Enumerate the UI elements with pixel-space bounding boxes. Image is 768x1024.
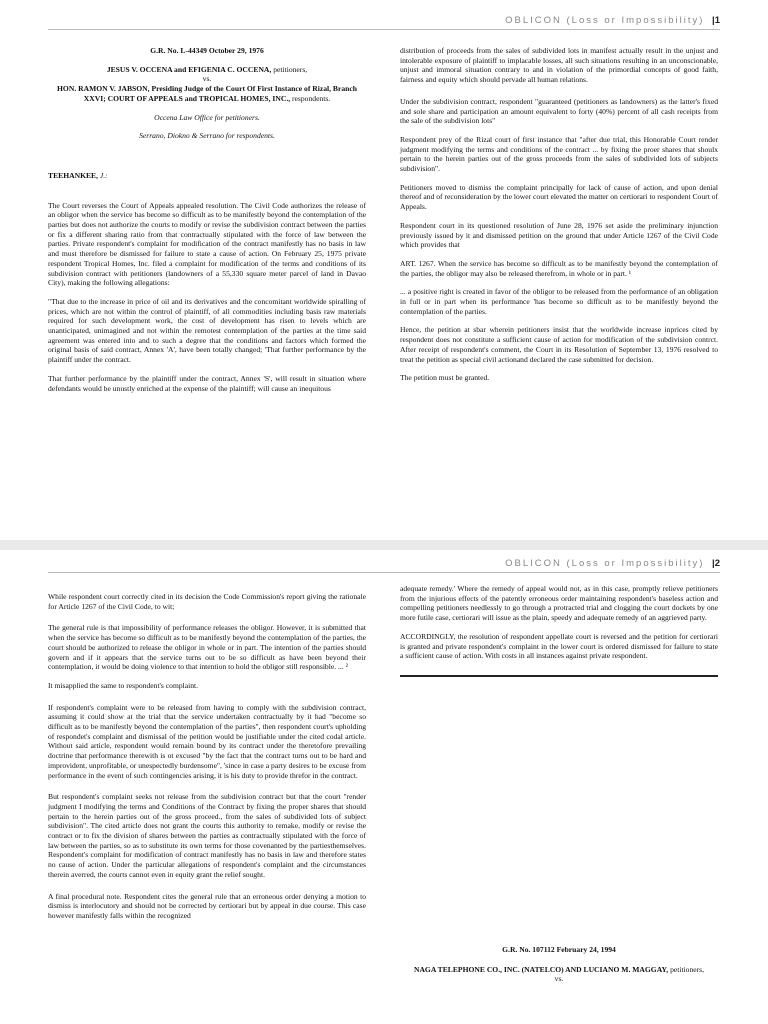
right-paragraph: Petitioners moved to dismiss the complaint principally for lack of cause of action, and upon denial thereof and of reconsideration by the lower court elevated the matter on certiorari to respondent Court of Appeals.: [400, 182, 718, 212]
case-number: G.R. No. L-44349 October 29, 1976: [150, 46, 264, 55]
next-versus: vs.: [554, 974, 564, 984]
next-petitioners-role: petitioners,: [668, 964, 705, 974]
opinion-paragraph: The Court reverses the Court of Appeals appealed resolution. The Civil Code authorizes the release of an obligor when the service has become so difficult as to be manifestly beyond the contemplation of the parties but does not authorize the courts to modify or revise the subdivision contract between the parties or fix a different sharing ratio from that contractually stipulated with the force of law between the parties. Private respondent's complaint for modification of the contract manifestly has no basis in law and must therefore be dismissed for failure to state a cause of action. On February 25, 1975 private respondent Tropical Homes, Inc. filed a complaint for modification of the terms and conditions of its subdivision contract with petitioners (landowners of a 55,330 square meter parcel of land in Davao City), making the following allegations:: [48, 200, 366, 288]
ponente: [48, 171, 366, 181]
section-divider: [400, 675, 718, 677]
header-separator: |: [712, 15, 715, 26]
allegation-quote-continued: distribution of proceeds from the sales of subdivided lots in manifest actually result in the unjust and intolerable exposure of plaintiff to implacable losses, all such situations resulting in an unconscionable, unjust and immoral situation contrary to and in violation of the primordial concepts of good faith, fairness and equity which should pervade all human relations.: [400, 46, 718, 85]
right-column: [400, 584, 718, 984]
page-number: 2: [714, 558, 720, 569]
ponente-name: TEEHANKEE,: [48, 170, 99, 180]
page-gap: [0, 540, 768, 550]
petitioners: [48, 65, 366, 75]
article-quote: ... a positive right is created in favor of the obligor to be released from the performance of an obligation in full or in part when its performance 'has become so difficult as to be manifestly beyond the contemplation of the parties.: [400, 287, 718, 316]
right-paragraph: adequate remedy.' Where the remedy of appeal would not, as in this case, promptly relieve petitioners from the injurious effects of the patently erroneous order maintaining respondent's baseless action and compelling petitioners needlessly to go through a protracted trial and clogging the court dockets by one more futile case, certiorari will issue as the plain, speedy and adequate remedy of an aggrieved party.: [400, 584, 718, 623]
ponente-suffix: J.:: [98, 170, 108, 180]
next-case-parties: [400, 965, 718, 975]
left-paragraph: A final procedural note. Respondent cites the general rule that an erroneous order denying a motion to dismiss is interlocutory and should not be corrected by certiorari but by appeal in due course. This case however manifestly falls within the recognized: [48, 891, 366, 920]
left-paragraph: While respondent court correctly cited in its decision the Code Commission's report giving the rationale for Article 1267 of the Civil Code, to wit;: [48, 592, 366, 611]
right-column: [400, 46, 718, 392]
page-2: [0, 550, 768, 1024]
page-header: [505, 558, 720, 569]
petitioners-names: JESUS V. OCCENA and EFIGENIA C. OCCENA,: [106, 64, 272, 74]
left-paragraph: If respondent's complaint were to be released from having to comply with the subdivision contract, assuming it could show at the trial that the service undertaken contractually by it had "become so difficult as to be manifestly beyond the contemplation of the parties", then respondent court's upholding of respondet's complaint and dismissal of the petition would be justifiable under the cited codal article. Without said article, respondent would remain bound by its contract under the theretofore prevailing doctrine that performance therewith is ot excused "by the fact that the contract turns out to be hard and improvident, unprofitable, or unespectedly burdensome", 'since in case a party desires to be excuse from performance in the event of such contingencies arising, it is his duty to provide threfor in the contract.: [48, 702, 366, 780]
header-rule: [48, 572, 720, 573]
right-paragraph: The petition must be granted.: [400, 373, 490, 383]
right-paragraph: ACCORDINGLY, the resolution of respondent appellate court is reversed and the petition for certiorari is granted and private respondent's complaint in the lower court is ordered dismissed for failure to state a sufficient cause of action. With costs in all instances against private respondent.: [400, 631, 718, 661]
right-paragraph: Respondent court in its questioned resolution of June 28, 1976 set aside the preliminary injunction previously issued by it and dismissed petition on the ground that under Article 1267 of the Civil Code which provides that: [400, 220, 718, 250]
counsel-petitioners: Occena Law Office for petitioners.: [154, 112, 260, 122]
code-commission-quote: The general rule is that impossibility of performance releases the obligor. However, it is submitted that when the service has become so difficult as to be manifestly beyond the contemplation of the parties, the court should be authorized to release the obligor in whole or in part. The intention of the parties should govern and if it appears that the service turns out to be so difficult as have been beyond their contemplation, it would be doing violence to that intention to hold the obligor still responsible. ... ²: [48, 623, 366, 672]
left-paragraph: It misapplied the same to respondent's complaint.: [48, 680, 199, 690]
allegation-quote: That further performance by the plaintiff under the contract, Annex 'S', will result in situation where defendants would be unustly enriched at the expense of the plaintiff; will cause an inequitous: [48, 373, 366, 393]
page-number: 1: [714, 15, 720, 26]
right-paragraph: Hence, the petition at sbar wherein petitioners insist that the worldwide increase inprices cited by respondent does not constitute a sufficient cause of action for modification of the subdivision contrct. After receipt of respondent's comment, the Court in its Resolution of September 13, 1976 resolved to treat the petition as special civil actionand declared the case submitted for decision.: [400, 325, 718, 364]
header-rule: [48, 29, 720, 30]
next-case-number: G.R. No. 107112 February 24, 1994: [502, 944, 616, 954]
left-paragraph: But respondent's complaint seeks not release from the subdivision contract but that the court "render judgment I modifying the terms and Conditions of the Contract by fixing the proper shares that should pertain to the herein parties out of the gross proceed., from the sales of subdivided lots of subject subdivision". The cited article does not grant the courts this authority to remake, modify or revise the contract or to fix the division of shares between the parties as contractually stipulated with the force of law between the parties, so as to substitute its own terms for those covenanted by the partiesthemselves. Respondent's complaint for modification of contract manifestly has no basis in law and therefore states no cause of action. Under the particular allegations of respondent's complaint and the circumstances therein averred, the courts cannot even in equity grant the relief sought.: [48, 792, 366, 879]
header-separator: |: [712, 558, 715, 569]
header-title: OBLICON (Loss or Impossibility): [505, 15, 705, 26]
right-paragraph: Under the subdivision contract, respondent "guaranteed (petitioners as landowners) as the latter's fixed and sole share and participation an amount equivalent to forty (40%) percent of all cash receipts from the sale of the subdivision lots": [400, 96, 718, 126]
respondents: [48, 84, 366, 103]
page-header: [505, 15, 720, 26]
next-petitioners-names: NAGA TELEPHONE CO., INC. (NATELCO) AND LUCIANO M. MAGGAY,: [413, 964, 669, 974]
left-column: [48, 592, 366, 930]
counsel-respondents: Serrano, Diokno & Serrano for respondents.: [139, 131, 275, 141]
left-column: [48, 46, 366, 402]
right-paragraph: Respondent prey of the Rizal court of first instance that "after due trial, this Honorable Court render judgment modifying the terms and conditions of the contract ... by fixing the proer shares that shoulx pertain to the herein parties out of the gross proceeds from the sales of subdivided lots of subjects subdivision".: [400, 134, 718, 174]
allegation-paragraph: "That due to the increase in price of oil and its derivatives and the concomitant worldwide spiralling of prices, which are not within the control of plaintiff, of all commodities including basis raw materials required for such development work, the cost of development has risen to levels which are unanticipated, unimagined and not within the remotest contemplation of the parties at the time said agreement was entered into and to such a degree that the conditions and factors which formed the original basis of said contract, Annex 'A', have been totally changed; 'That further performance by the plaintiff under the contract.: [48, 296, 366, 365]
petitioners-role: petitioners,: [271, 64, 308, 74]
respondents-role: respondents.: [290, 93, 331, 103]
article-quote: ART. 1267. When the service has become so difficult as to be manifestly beyond the contemplation of the parties, the obligor may also be released therefrom, in whole or in part. ¹: [400, 258, 718, 278]
header-title: OBLICON (Loss or Impossibility): [505, 558, 705, 569]
versus: vs.: [202, 74, 212, 84]
respondents-names: HON. RAMON V. JABSON, Presiding Judge of the Court Of First Instance of Rizal, Branch XXVI; COURT OF APPEALS and TROPICAL HOMES, INC.,: [57, 84, 357, 103]
